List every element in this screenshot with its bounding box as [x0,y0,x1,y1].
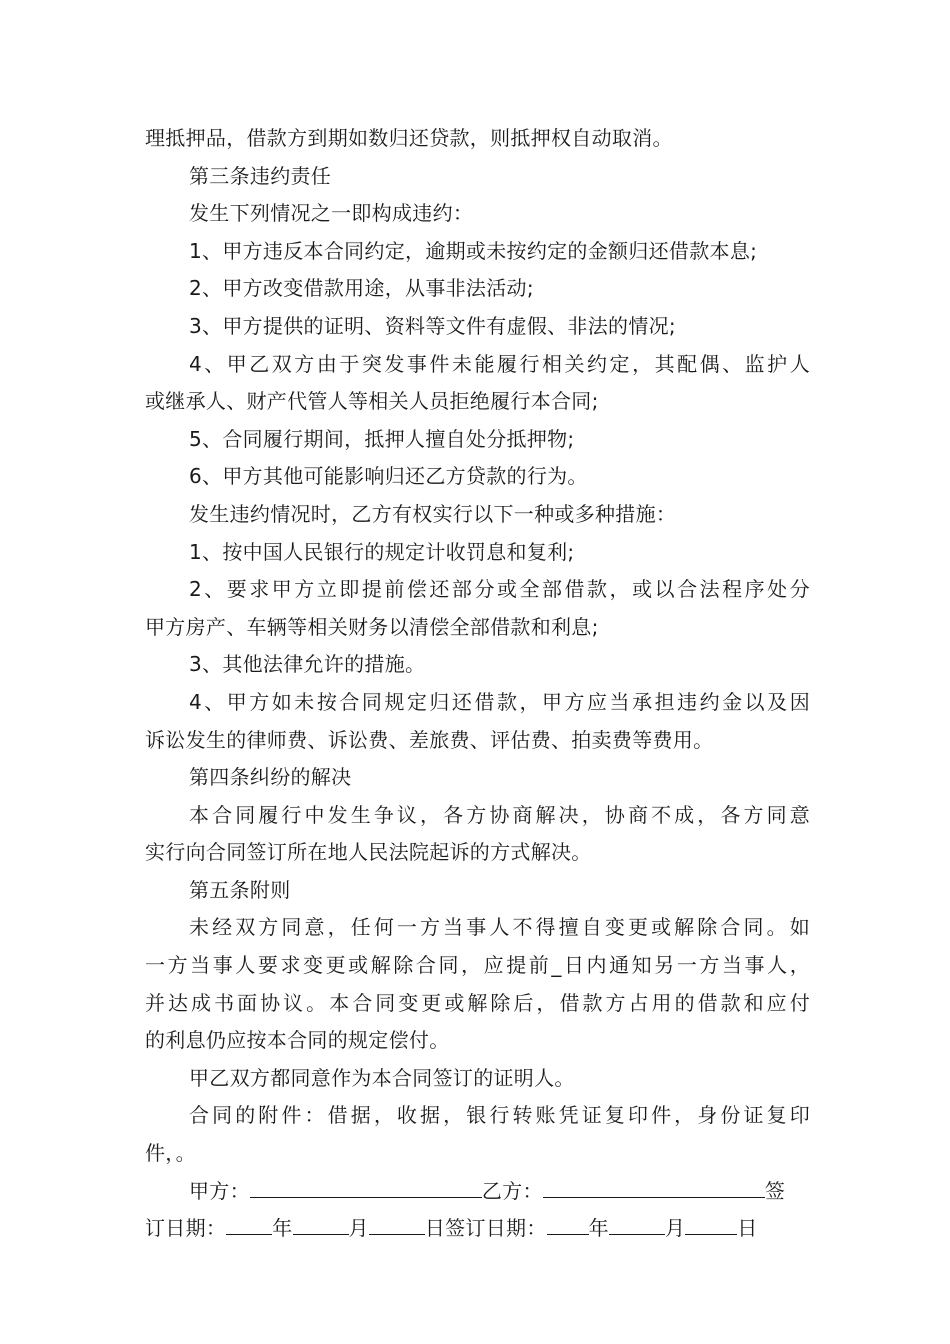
signing-date-line [145,1210,810,1248]
month-label-b: 月 [664,1216,686,1241]
year-label-b: 年 [588,1216,609,1241]
paragraph-line: 的利息仍应按本合同的规定偿付。 [145,1028,450,1053]
year-label-a: 年 [272,1216,293,1241]
signature-line [145,1173,810,1211]
list-item-continued: 诉讼发生的律师费、诉讼费、差旅费、评估费、拍卖费等费用。 [145,727,714,752]
section-heading-supplementary: 第五条附则 [189,877,291,902]
party-a-label: 甲方： [189,1178,250,1203]
day-blank-b [685,1213,737,1235]
list-item: 2、要求甲方立即提前偿还部分或全部借款，或以合法程序处分 [189,577,810,602]
paragraph-line: 并达成书面协议。本合同变更或解除后，借款方占用的借款和应付 [145,990,810,1015]
paragraph-line: 甲乙双方都同意作为本合同签订的证明人。 [189,1065,575,1090]
party-b-label: 乙方： [481,1178,543,1203]
paragraph-line: 发生违约情况时，乙方有权实行以下一种或多种措施： [189,501,677,526]
day-label-b: 日 [737,1216,758,1241]
list-item-continued: 甲方房产、车辆等相关财务以清偿全部借款和利息; [145,614,599,639]
date-label-b: 签订日期： [445,1216,547,1241]
paragraph-line: 理抵押品，借款方到期如数归还贷款，则抵押权自动取消。 [145,126,673,150]
month-blank-b [609,1213,665,1235]
month-label-a: 月 [348,1216,369,1241]
list-item: 2、甲方改变借款用途，从事非法活动; [189,276,534,301]
paragraph-line: 发生下列情况之一即构成违约： [189,201,474,226]
year-blank-b [547,1213,589,1235]
sign-prefix: 签 [764,1178,786,1203]
day-blank-a [369,1213,425,1235]
date-label-a: 订日期： [145,1216,227,1241]
party-a-signature-blank [250,1176,482,1198]
list-item-continued: 或继承人、财产代管人等相关人员拒绝履行本合同; [145,389,599,414]
list-item: 6、甲方其他可能影响归还乙方贷款的行为。 [189,464,588,489]
year-blank-a [226,1213,272,1235]
paragraph-line: 未经双方同意，任何一方当事人不得擅自变更或解除合同。如 [189,915,810,940]
day-label-a: 日 [424,1216,446,1241]
list-item: 1、甲方违反本合同约定，逾期或未按约定的金额归还借款本息; [189,238,758,263]
paragraph-line: 实行向合同签订所在地人民法院起诉的方式解决。 [145,840,592,865]
list-item: 1、按中国人民银行的规定计收罚息和复利; [189,539,575,564]
month-blank-a [293,1213,349,1235]
list-item: 3、甲方提供的证明、资料等文件有虚假、非法的情况; [189,313,676,338]
list-item: 4、甲乙双方由于突发事件未能履行相关约定，其配偶、监护人 [189,351,810,376]
section-heading-breach: 第三条违约责任 [189,163,332,188]
section-heading-dispute: 第四条纠纷的解决 [189,765,352,790]
party-b-signature-blank [543,1176,765,1198]
paragraph-line: 本合同履行中发生争议，各方协商解决，协商不成，各方同意 [189,802,810,827]
paragraph-line: 件，。 [145,1141,196,1166]
list-item: 3、其他法律允许的措施。 [189,652,426,677]
list-item: 4、甲方如未按合同规定归还借款，甲方应当承担违约金以及因 [189,689,810,714]
paragraph-line: 合同的附件：借据，收据，银行转账凭证复印件，身份证复印 [189,1103,810,1128]
list-item: 5、合同履行期间，抵押人擅自处分抵押物; [189,426,575,451]
paragraph-line: 一方当事人要求变更或解除合同，应提前_日内通知另一方当事人， [145,953,810,978]
contract-body [145,120,810,1248]
